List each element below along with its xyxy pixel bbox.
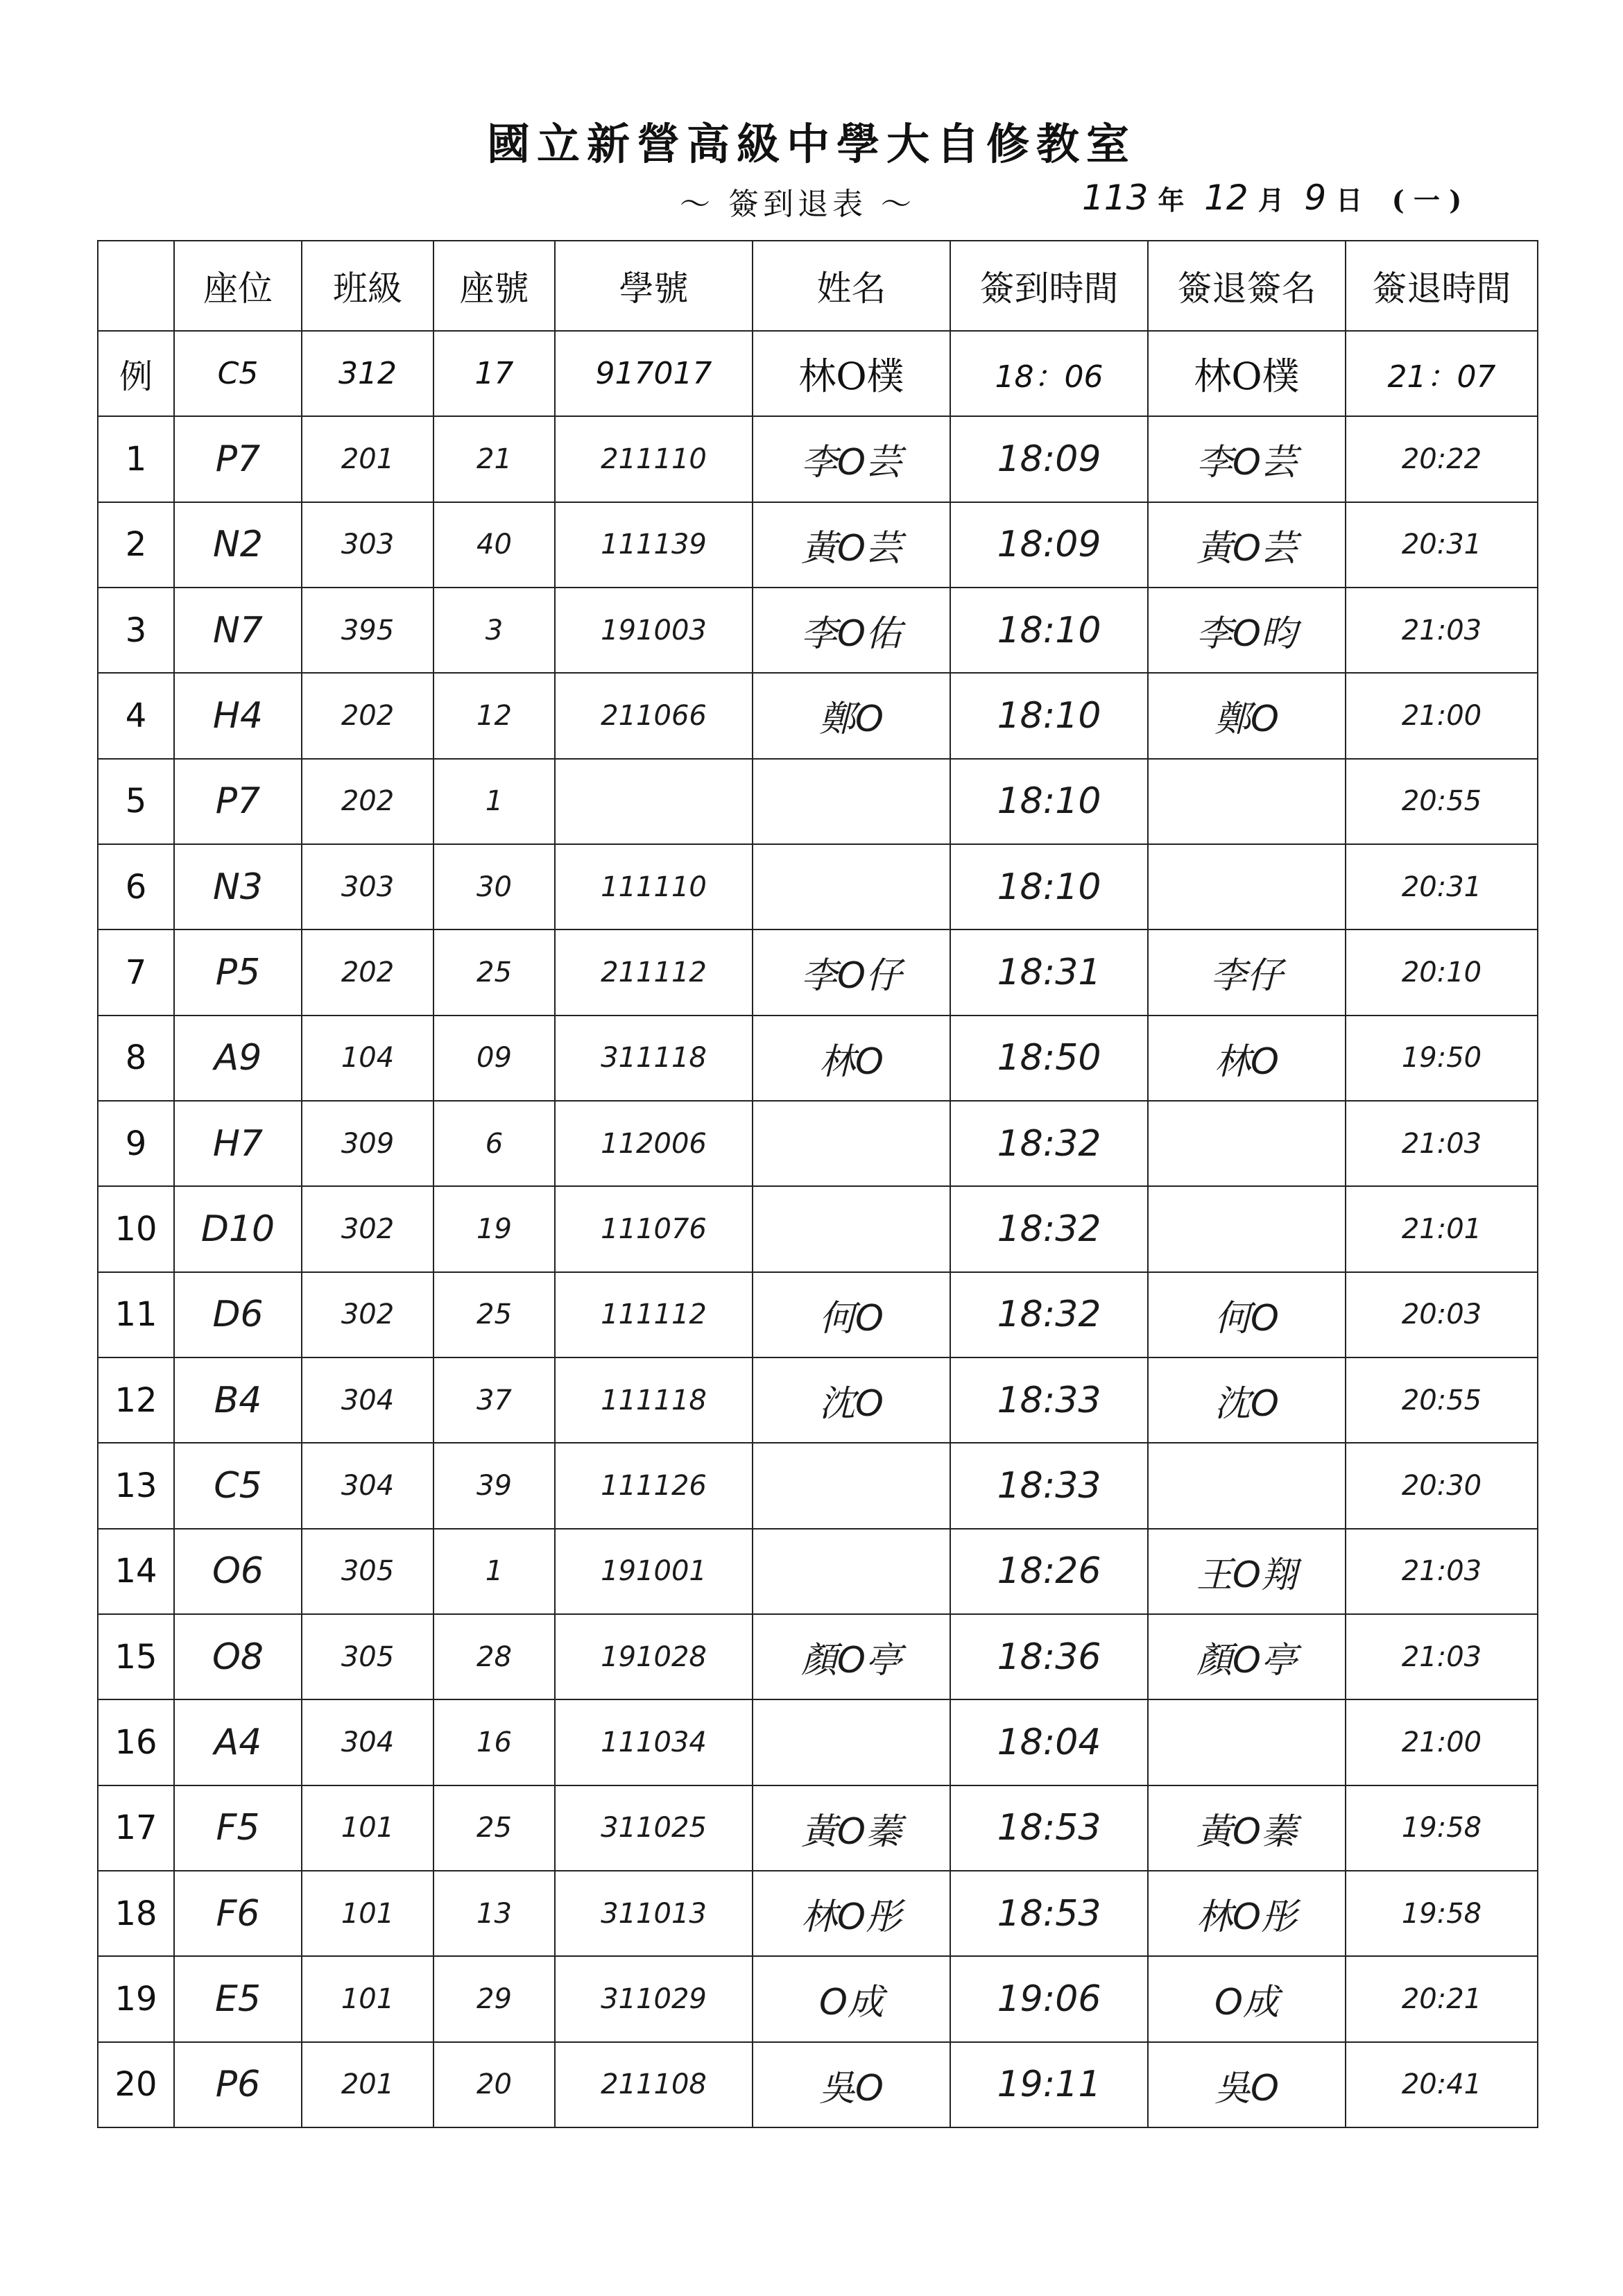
seat-cell: E5 <box>174 1956 302 2041</box>
header-row <box>98 241 1538 331</box>
table-row <box>98 1101 1538 1186</box>
date-day-label: 日 <box>1336 185 1363 216</box>
check-in-time-cell: 18:10 <box>950 759 1148 844</box>
check-out-time-cell: 20:03 <box>1346 1272 1538 1357</box>
seat-cell: H7 <box>174 1101 302 1186</box>
seat-cell: H4 <box>174 673 302 758</box>
column-header: 簽退時間 <box>1346 241 1538 331</box>
sign-out-name-cell: 林O樸 <box>1148 331 1346 416</box>
seat-cell: A4 <box>174 1699 302 1785</box>
seat-number-cell: 28 <box>433 1614 555 1699</box>
table-row <box>98 1956 1538 2041</box>
check-in-time-cell: 18:10 <box>950 673 1148 758</box>
seat-number-cell: 30 <box>433 844 555 929</box>
seat-cell: B4 <box>174 1357 302 1443</box>
class-cell: 395 <box>302 588 433 673</box>
check-in-time-cell: 18:32 <box>950 1272 1148 1357</box>
student-id-cell: 311118 <box>555 1016 753 1101</box>
table-row <box>98 1614 1538 1699</box>
check-in-time-cell: 18:33 <box>950 1357 1148 1443</box>
row-number: 18 <box>98 1871 174 1956</box>
seat-cell: P6 <box>174 2042 302 2127</box>
table-row <box>98 1357 1538 1443</box>
row-number: 1 <box>98 416 174 502</box>
seat-number-cell: 1 <box>433 1529 555 1614</box>
student-id-cell: 112006 <box>555 1101 753 1186</box>
column-header: 座位 <box>174 241 302 331</box>
row-number: 19 <box>98 1956 174 2041</box>
row-number: 7 <box>98 929 174 1015</box>
row-number: 2 <box>98 502 174 588</box>
sign-out-name-cell: 沈O <box>1148 1357 1346 1443</box>
seat-number-cell: 13 <box>433 1871 555 1956</box>
check-out-time-cell: 21:03 <box>1346 1101 1538 1186</box>
row-number: 17 <box>98 1785 174 1871</box>
class-cell: 304 <box>302 1443 433 1528</box>
class-cell: 309 <box>302 1101 433 1186</box>
name-cell <box>753 1101 950 1186</box>
example-row <box>98 331 1538 416</box>
date-month-label: 月 <box>1257 185 1285 216</box>
seat-cell: N2 <box>174 502 302 588</box>
sign-out-name-cell: 李仔 <box>1148 929 1346 1015</box>
check-out-time-cell: 20:31 <box>1346 502 1538 588</box>
check-out-time-cell: 20:10 <box>1346 929 1538 1015</box>
seat-number-cell: 19 <box>433 1186 555 1271</box>
student-id-cell: 211112 <box>555 929 753 1015</box>
check-out-time-cell: 19:58 <box>1346 1785 1538 1871</box>
student-id-cell: 311025 <box>555 1785 753 1871</box>
seat-cell: D10 <box>174 1186 302 1271</box>
class-cell: 304 <box>302 1357 433 1443</box>
row-number: 10 <box>98 1186 174 1271</box>
row-number: 12 <box>98 1357 174 1443</box>
seat-number-cell: 16 <box>433 1699 555 1785</box>
check-out-time-cell: 20:31 <box>1346 844 1538 929</box>
check-in-time-cell: 19:06 <box>950 1956 1148 2041</box>
check-in-time-cell: 18:53 <box>950 1785 1148 1871</box>
check-in-time-cell: 18:31 <box>950 929 1148 1015</box>
document-title: 國立新營高級中學大自修教室 <box>486 119 1136 169</box>
check-out-time-cell: 21：07 <box>1346 331 1538 416</box>
name-cell: 吳O <box>753 2042 950 2127</box>
check-out-time-cell: 20:22 <box>1346 416 1538 502</box>
check-in-time-cell: 18:10 <box>950 588 1148 673</box>
name-cell: 沈O <box>753 1357 950 1443</box>
check-out-time-cell: 19:50 <box>1346 1016 1538 1101</box>
check-out-time-cell: 21:00 <box>1346 1699 1538 1785</box>
table-row <box>98 929 1538 1015</box>
class-cell: 302 <box>302 1186 433 1271</box>
check-in-time-cell: 18:50 <box>950 1016 1148 1101</box>
table-row <box>98 1016 1538 1101</box>
table-row <box>98 1186 1538 1271</box>
seat-cell: A9 <box>174 1016 302 1101</box>
seat-cell: P5 <box>174 929 302 1015</box>
class-cell: 312 <box>302 331 433 416</box>
seat-number-cell: 09 <box>433 1016 555 1101</box>
row-number: 13 <box>98 1443 174 1528</box>
row-number: 6 <box>98 844 174 929</box>
table-row <box>98 1443 1538 1528</box>
student-id-cell: 191003 <box>555 588 753 673</box>
class-cell: 201 <box>302 416 433 502</box>
student-id-cell: 111076 <box>555 1186 753 1271</box>
row-number: 例 <box>98 331 174 416</box>
seat-number-cell: 17 <box>433 331 555 416</box>
name-cell: 李O佑 <box>753 588 950 673</box>
table-row <box>98 1529 1538 1614</box>
sign-out-name-cell <box>1148 844 1346 929</box>
class-cell: 104 <box>302 1016 433 1101</box>
name-cell: O成 <box>753 1956 950 2041</box>
name-cell: 李O芸 <box>753 416 950 502</box>
date-line <box>1082 178 1471 218</box>
check-out-time-cell: 20:21 <box>1346 1956 1538 2041</box>
check-out-time-cell: 21:03 <box>1346 588 1538 673</box>
name-cell <box>753 1443 950 1528</box>
sign-out-name-cell: 顏O亭 <box>1148 1614 1346 1699</box>
check-in-time-cell: 18：06 <box>950 331 1148 416</box>
row-number: 16 <box>98 1699 174 1785</box>
row-number: 15 <box>98 1614 174 1699</box>
check-in-time-cell: 19:11 <box>950 2042 1148 2127</box>
sign-out-name-cell: 王O翔 <box>1148 1529 1346 1614</box>
date-year: 113 <box>1082 178 1149 218</box>
date-weekday: ( 一 ) <box>1391 185 1462 216</box>
class-cell: 101 <box>302 1956 433 2041</box>
name-cell <box>753 844 950 929</box>
name-cell: 林O <box>753 1016 950 1101</box>
student-id-cell: 111112 <box>555 1272 753 1357</box>
table-row <box>98 1785 1538 1871</box>
check-out-time-cell: 21:03 <box>1346 1529 1538 1614</box>
check-out-time-cell: 21:00 <box>1346 673 1538 758</box>
check-in-time-cell: 18:33 <box>950 1443 1148 1528</box>
name-cell: 何O <box>753 1272 950 1357</box>
seat-cell: C5 <box>174 331 302 416</box>
seat-number-cell: 39 <box>433 1443 555 1528</box>
student-id-cell: 111126 <box>555 1443 753 1528</box>
table-row <box>98 673 1538 758</box>
class-cell: 303 <box>302 502 433 588</box>
check-out-time-cell: 20:41 <box>1346 2042 1538 2127</box>
date-day: 9 <box>1304 178 1327 218</box>
student-id-cell: 191028 <box>555 1614 753 1699</box>
seat-number-cell: 25 <box>433 929 555 1015</box>
check-out-time-cell: 20:55 <box>1346 1357 1538 1443</box>
class-cell: 202 <box>302 929 433 1015</box>
check-out-time-cell: 19:58 <box>1346 1871 1538 1956</box>
seat-number-cell: 3 <box>433 588 555 673</box>
seat-number-cell: 20 <box>433 2042 555 2127</box>
sign-out-name-cell <box>1148 1101 1346 1186</box>
seat-number-cell: 37 <box>433 1357 555 1443</box>
seat-number-cell: 25 <box>433 1272 555 1357</box>
name-cell: 黃O蓁 <box>753 1785 950 1871</box>
class-cell: 202 <box>302 673 433 758</box>
check-in-time-cell: 18:10 <box>950 844 1148 929</box>
class-cell: 303 <box>302 844 433 929</box>
student-id-cell: 211110 <box>555 416 753 502</box>
seat-number-cell: 12 <box>433 673 555 758</box>
name-cell: 李O仔 <box>753 929 950 1015</box>
check-in-time-cell: 18:26 <box>950 1529 1148 1614</box>
seat-number-cell: 21 <box>433 416 555 502</box>
student-id-cell: 917017 <box>555 331 753 416</box>
seat-cell: P7 <box>174 759 302 844</box>
sign-out-name-cell <box>1148 1186 1346 1271</box>
sign-out-name-cell: 何O <box>1148 1272 1346 1357</box>
seat-number-cell: 40 <box>433 502 555 588</box>
check-out-time-cell: 20:30 <box>1346 1443 1538 1528</box>
check-in-time-cell: 18:32 <box>950 1101 1148 1186</box>
name-cell: 鄭O <box>753 673 950 758</box>
sign-out-name-cell <box>1148 1699 1346 1785</box>
name-cell: 黃O芸 <box>753 502 950 588</box>
seat-number-cell: 1 <box>433 759 555 844</box>
row-number: 11 <box>98 1272 174 1357</box>
table-row <box>98 759 1538 844</box>
check-in-time-cell: 18:09 <box>950 502 1148 588</box>
name-cell: 顏O亭 <box>753 1614 950 1699</box>
student-id-cell: 111118 <box>555 1357 753 1443</box>
student-id-cell: 211108 <box>555 2042 753 2127</box>
student-id-cell: 311029 <box>555 1956 753 2041</box>
sign-out-name-cell <box>1148 1443 1346 1528</box>
name-cell: 林O樸 <box>753 331 950 416</box>
seat-cell: C5 <box>174 1443 302 1528</box>
sign-out-name-cell: 李O芸 <box>1148 416 1346 502</box>
sign-out-name-cell: 黃O蓁 <box>1148 1785 1346 1871</box>
table-row <box>98 2042 1538 2127</box>
row-number: 5 <box>98 759 174 844</box>
table-row <box>98 502 1538 588</box>
row-number: 8 <box>98 1016 174 1101</box>
seat-number-cell: 25 <box>433 1785 555 1871</box>
seat-cell: O6 <box>174 1529 302 1614</box>
table-row <box>98 844 1538 929</box>
sign-in-table <box>97 240 1538 2128</box>
check-out-time-cell: 21:03 <box>1346 1614 1538 1699</box>
table-row <box>98 1871 1538 1956</box>
class-cell: 202 <box>302 759 433 844</box>
check-in-time-cell: 18:36 <box>950 1614 1148 1699</box>
name-cell <box>753 1529 950 1614</box>
sign-out-name-cell: O成 <box>1148 1956 1346 2041</box>
seat-cell: F5 <box>174 1785 302 1871</box>
table-row <box>98 1699 1538 1785</box>
check-out-time-cell: 21:01 <box>1346 1186 1538 1271</box>
seat-cell: F6 <box>174 1871 302 1956</box>
seat-cell: O8 <box>174 1614 302 1699</box>
table-row <box>98 416 1538 502</box>
column-header: 簽到時間 <box>950 241 1148 331</box>
column-header: 座號 <box>433 241 555 331</box>
name-cell <box>753 1699 950 1785</box>
seat-cell: N3 <box>174 844 302 929</box>
class-cell: 304 <box>302 1699 433 1785</box>
check-in-time-cell: 18:32 <box>950 1186 1148 1271</box>
check-in-time-cell: 18:53 <box>950 1871 1148 1956</box>
table-row <box>98 1272 1538 1357</box>
seat-cell: N7 <box>174 588 302 673</box>
row-number: 14 <box>98 1529 174 1614</box>
table-row <box>98 588 1538 673</box>
column-header: 姓名 <box>753 241 950 331</box>
sign-out-name-cell: 林O彤 <box>1148 1871 1346 1956</box>
student-id-cell: 111110 <box>555 844 753 929</box>
seat-cell: D6 <box>174 1272 302 1357</box>
sign-out-name-cell <box>1148 759 1346 844</box>
seat-number-cell: 6 <box>433 1101 555 1186</box>
row-number: 3 <box>98 588 174 673</box>
sign-out-name-cell: 黃O芸 <box>1148 502 1346 588</box>
seat-number-cell: 29 <box>433 1956 555 2041</box>
row-number: 4 <box>98 673 174 758</box>
column-header: 班級 <box>302 241 433 331</box>
seat-cell: P7 <box>174 416 302 502</box>
student-id-cell: 111034 <box>555 1699 753 1785</box>
class-cell: 101 <box>302 1871 433 1956</box>
check-out-time-cell: 20:55 <box>1346 759 1538 844</box>
class-cell: 305 <box>302 1614 433 1699</box>
row-number: 20 <box>98 2042 174 2127</box>
student-id-cell <box>555 759 753 844</box>
student-id-cell: 111139 <box>555 502 753 588</box>
class-cell: 201 <box>302 2042 433 2127</box>
check-in-time-cell: 18:04 <box>950 1699 1148 1785</box>
class-cell: 302 <box>302 1272 433 1357</box>
student-id-cell: 211066 <box>555 673 753 758</box>
sign-out-name-cell: 林O <box>1148 1016 1346 1101</box>
name-cell: 林O彤 <box>753 1871 950 1956</box>
name-cell <box>753 759 950 844</box>
sign-out-name-cell: 李O昀 <box>1148 588 1346 673</box>
class-cell: 101 <box>302 1785 433 1871</box>
date-month: 12 <box>1204 178 1248 218</box>
sign-out-name-cell: 鄭O <box>1148 673 1346 758</box>
column-header <box>98 241 174 331</box>
sign-out-name-cell: 吳O <box>1148 2042 1346 2127</box>
class-cell: 305 <box>302 1529 433 1614</box>
student-id-cell: 191001 <box>555 1529 753 1614</box>
date-year-label: 年 <box>1158 185 1185 216</box>
document-subtitle: ～ 簽到退表 ～ <box>680 187 916 222</box>
check-in-time-cell: 18:09 <box>950 416 1148 502</box>
name-cell <box>753 1186 950 1271</box>
student-id-cell: 311013 <box>555 1871 753 1956</box>
column-header: 學號 <box>555 241 753 331</box>
column-header: 簽退簽名 <box>1148 241 1346 331</box>
row-number: 9 <box>98 1101 174 1186</box>
